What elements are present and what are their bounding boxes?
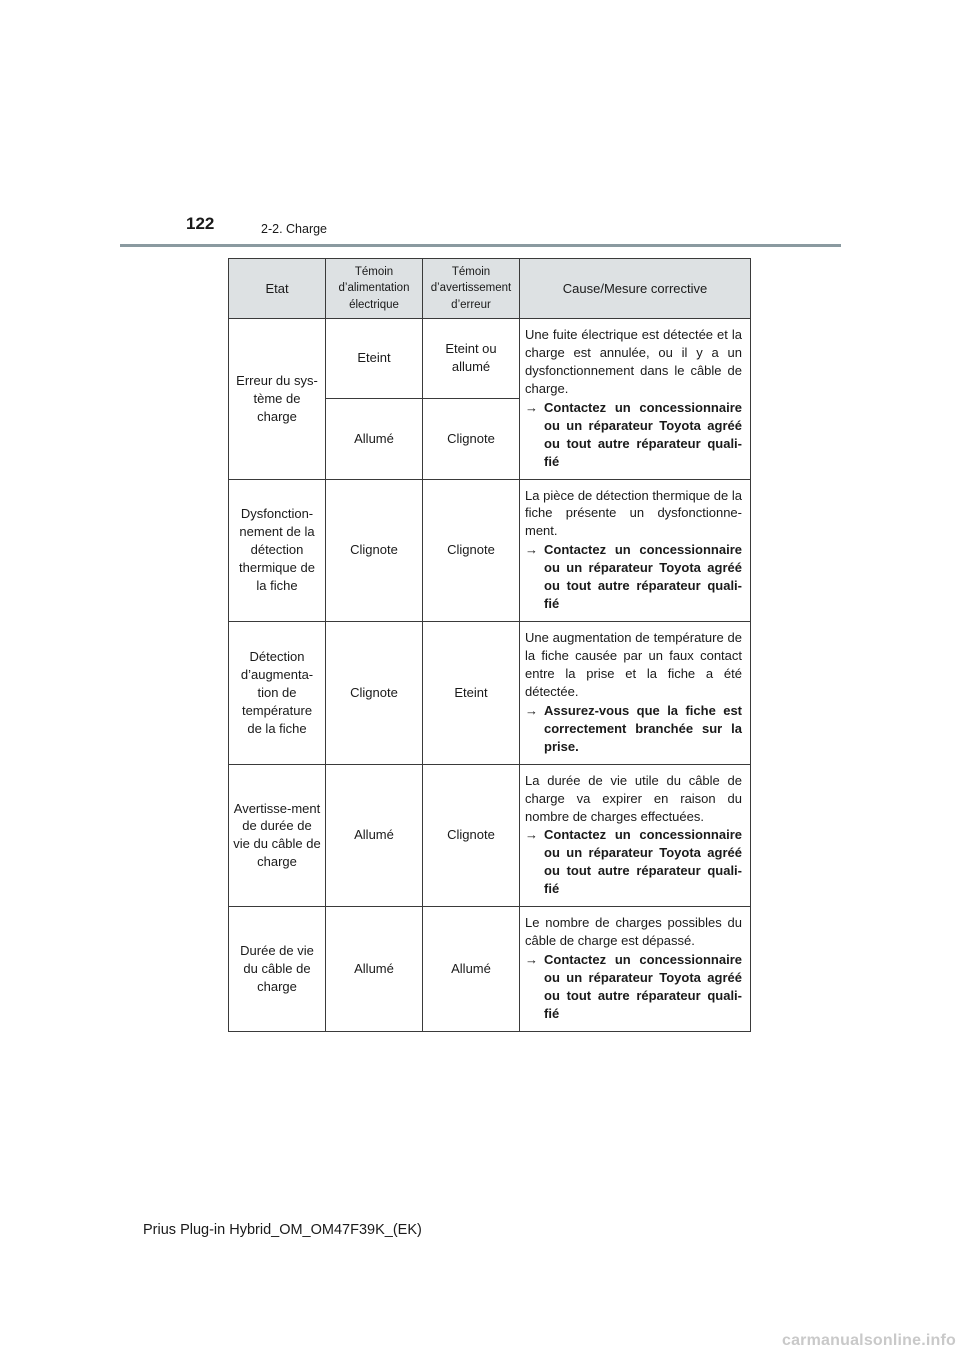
cell-etat: Dysfonction-nement de la détection thermique de la fiche — [229, 479, 326, 622]
mesure-text: Contactez un concessionnaire ou un réparateur Toyota agréé ou tout autre réparateur quali-fié — [544, 399, 742, 469]
cell-cause — [520, 764, 751, 907]
cell-alimentation: Clignote — [326, 479, 423, 622]
cause-text: Une augmentation de température de la fiche causée par un faux contact entre la prise et la fiche a été détectée. — [525, 630, 742, 699]
cell-avertissement — [423, 319, 520, 399]
cause-text: Le nombre de charges possibles du câble de charge est dépassé. — [525, 915, 742, 949]
cell-alimentation: Allumé — [326, 398, 423, 479]
cell-etat: Avertisse-ment de durée de vie du câble de charge — [229, 764, 326, 907]
cell-avertissement: Clignote — [423, 764, 520, 907]
table-header-row — [229, 259, 751, 319]
cell-cause — [520, 622, 751, 765]
arrow-icon: → — [525, 952, 538, 968]
cell-avertissement: Eteint — [423, 622, 520, 765]
cell-cause — [520, 479, 751, 622]
cell-etat: Détection d’augmenta-tion de température de la fiche — [229, 622, 326, 765]
arrow-icon: → — [525, 399, 538, 415]
status-table — [228, 258, 751, 1032]
table-row — [229, 622, 751, 765]
page-number: 122 — [186, 214, 215, 233]
cell-alimentation: Clignote — [326, 622, 423, 765]
header-alimentation: Témoin d’alimentation électrique — [326, 259, 423, 319]
cell-etat: Erreur du sys-tème de charge — [229, 319, 326, 480]
action-text-block — [525, 399, 742, 471]
header-rule — [120, 244, 841, 247]
cell-avertissement: Clignote — [423, 479, 520, 622]
cell-alimentation: Eteint — [326, 319, 423, 399]
mesure-text: Assurez-vous que la fiche est correctement branchée sur la prise. — [544, 702, 742, 754]
cell-cause — [520, 907, 751, 1032]
table-row — [229, 319, 751, 399]
mesure-text: Contactez un concessionnaire ou un réparateur Toyota agréé ou tout autre réparateur quali-fié — [544, 542, 742, 612]
cause-text: La durée de vie utile du câble de charge va expirer en raison du nombre de charges effectuées. — [525, 772, 742, 824]
arrow-icon: → — [525, 702, 538, 718]
cell-alimentation: Allumé — [326, 907, 423, 1032]
mesure-text: Contactez un concessionnaire ou un réparateur Toyota agréé ou tout autre réparateur quali-fié — [544, 952, 742, 1021]
cause-text: La pièce de détection thermique de la fiche présente un dysfonctionne-ment. — [525, 487, 742, 539]
watermark: carmanualsonline.info — [781, 1332, 956, 1349]
arrow-icon: → — [525, 827, 538, 843]
table-row — [229, 479, 751, 622]
section-title: 2-2. Charge — [261, 222, 328, 236]
header-etat: Etat — [229, 259, 326, 319]
cell-cause — [520, 319, 751, 480]
cell-avertissement: Allumé — [423, 907, 520, 1032]
action-text-block — [525, 951, 742, 1023]
cause-text: Une fuite électrique est détectée et la charge est annulée, ou il y a un dysfonctionnement dans le câble de charge. — [525, 327, 742, 396]
action-text-block — [525, 826, 742, 898]
header-avertissement: Témoin d’avertissement d’erreur — [423, 259, 520, 319]
cell-avertissement-text: Eteint ou allumé — [445, 341, 497, 375]
arrow-icon: → — [525, 542, 538, 558]
action-text-block — [525, 541, 742, 613]
mesure-text: Contactez un concessionnaire ou un réparateur Toyota agréé ou tout autre réparateur quali-fié — [544, 827, 742, 897]
action-text-block — [525, 702, 742, 756]
table-row — [229, 764, 751, 907]
header-cause: Cause/Mesure corrective — [520, 259, 751, 319]
footer-document-id: Prius Plug-in Hybrid_OM_OM47F39K_(EK) — [143, 1222, 422, 1238]
table-row — [229, 907, 751, 1032]
cell-alimentation: Allumé — [326, 764, 423, 907]
cell-avertissement: Clignote — [423, 398, 520, 479]
cell-etat: Durée de vie du câble de charge — [229, 907, 326, 1032]
